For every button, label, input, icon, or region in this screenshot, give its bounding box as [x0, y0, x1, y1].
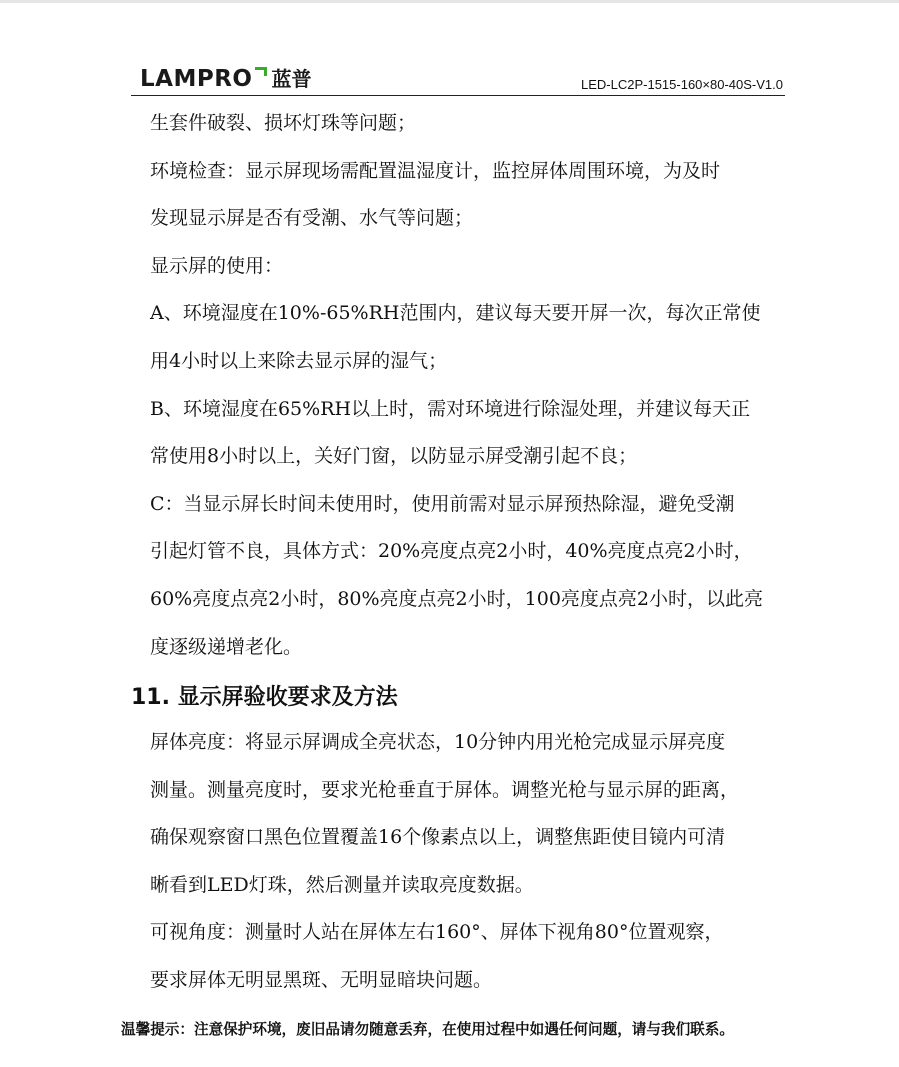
text-line: C：当显示屏长时间未使用时，使用前需对显示屏预热除湿，避免受潮: [150, 492, 735, 515]
text-line: A、环境湿度在10%-65%RH范围内，建议每天要开屏一次，每次正常使: [150, 302, 761, 325]
text-line: 常使用8小时以上，关好门窗，以防显示屏受潮引起不良；: [150, 445, 638, 468]
section-body-text: [150, 719, 810, 1005]
text-line: 测量。测量亮度时，要求光枪垂直于屏体。调整光枪与显示屏的距离，: [150, 778, 740, 801]
text-line: 环境检查：显示屏现场需配置温湿度计，监控屏体周围环境，为及时: [150, 159, 721, 182]
text-line: 可视角度：测量时人站在屏体左右160°、屏体下视角80°位置观察，: [150, 921, 724, 944]
text-line: 发现显示屏是否有受潮、水气等问题；: [150, 207, 474, 230]
company-logo: [140, 62, 311, 92]
text-line: 引起灯管不良，具体方式：20%亮度点亮2小时，40%亮度点亮2小时，: [150, 540, 753, 563]
page-header: [131, 58, 785, 96]
section-heading: 11. 显示屏验收要求及方法: [131, 685, 398, 710]
text-line: 60%亮度点亮2小时，80%亮度点亮2小时，100亮度点亮2小时，以此亮: [150, 587, 763, 610]
text-line: 生套件破裂、损坏灯珠等问题；: [150, 112, 417, 134]
text-line: 晰看到LED灯珠，然后测量并读取亮度数据。: [150, 873, 534, 896]
footer-notice: 温馨提示：注意保护环境，废旧品请勿随意丢弃，在使用过程中如遇任何问题，请与我们联系。: [121, 1021, 734, 1038]
logo-wordmark: LAMPRO: [140, 66, 253, 92]
text-line: 要求屏体无明显黑斑、无明显暗块问题。: [150, 968, 493, 991]
text-line: 确保观察窗口黑色位置覆盖16个像素点以上，调整焦距使目镜内可清: [150, 826, 726, 849]
page-top-border: [0, 0, 899, 3]
text-line: 屏体亮度：将显示屏调成全亮状态，10分钟内用光枪完成显示屏亮度: [150, 731, 726, 753]
body-text: [150, 100, 810, 671]
text-line: 显示屏的使用：: [150, 254, 284, 277]
document-id: LED-LC2P-1515-160×80-40S-V1.0: [581, 77, 783, 92]
logo-chinese-name: 蓝普: [271, 67, 312, 91]
text-line: 用4小时以上来除去显示屏的湿气；: [150, 349, 448, 372]
text-line: B、环境湿度在65%RH以上时，需对环境进行除湿处理，并建议每天正: [150, 397, 751, 420]
logo-corner-icon: [253, 66, 269, 92]
text-line: 度逐级递增老化。: [150, 635, 303, 658]
